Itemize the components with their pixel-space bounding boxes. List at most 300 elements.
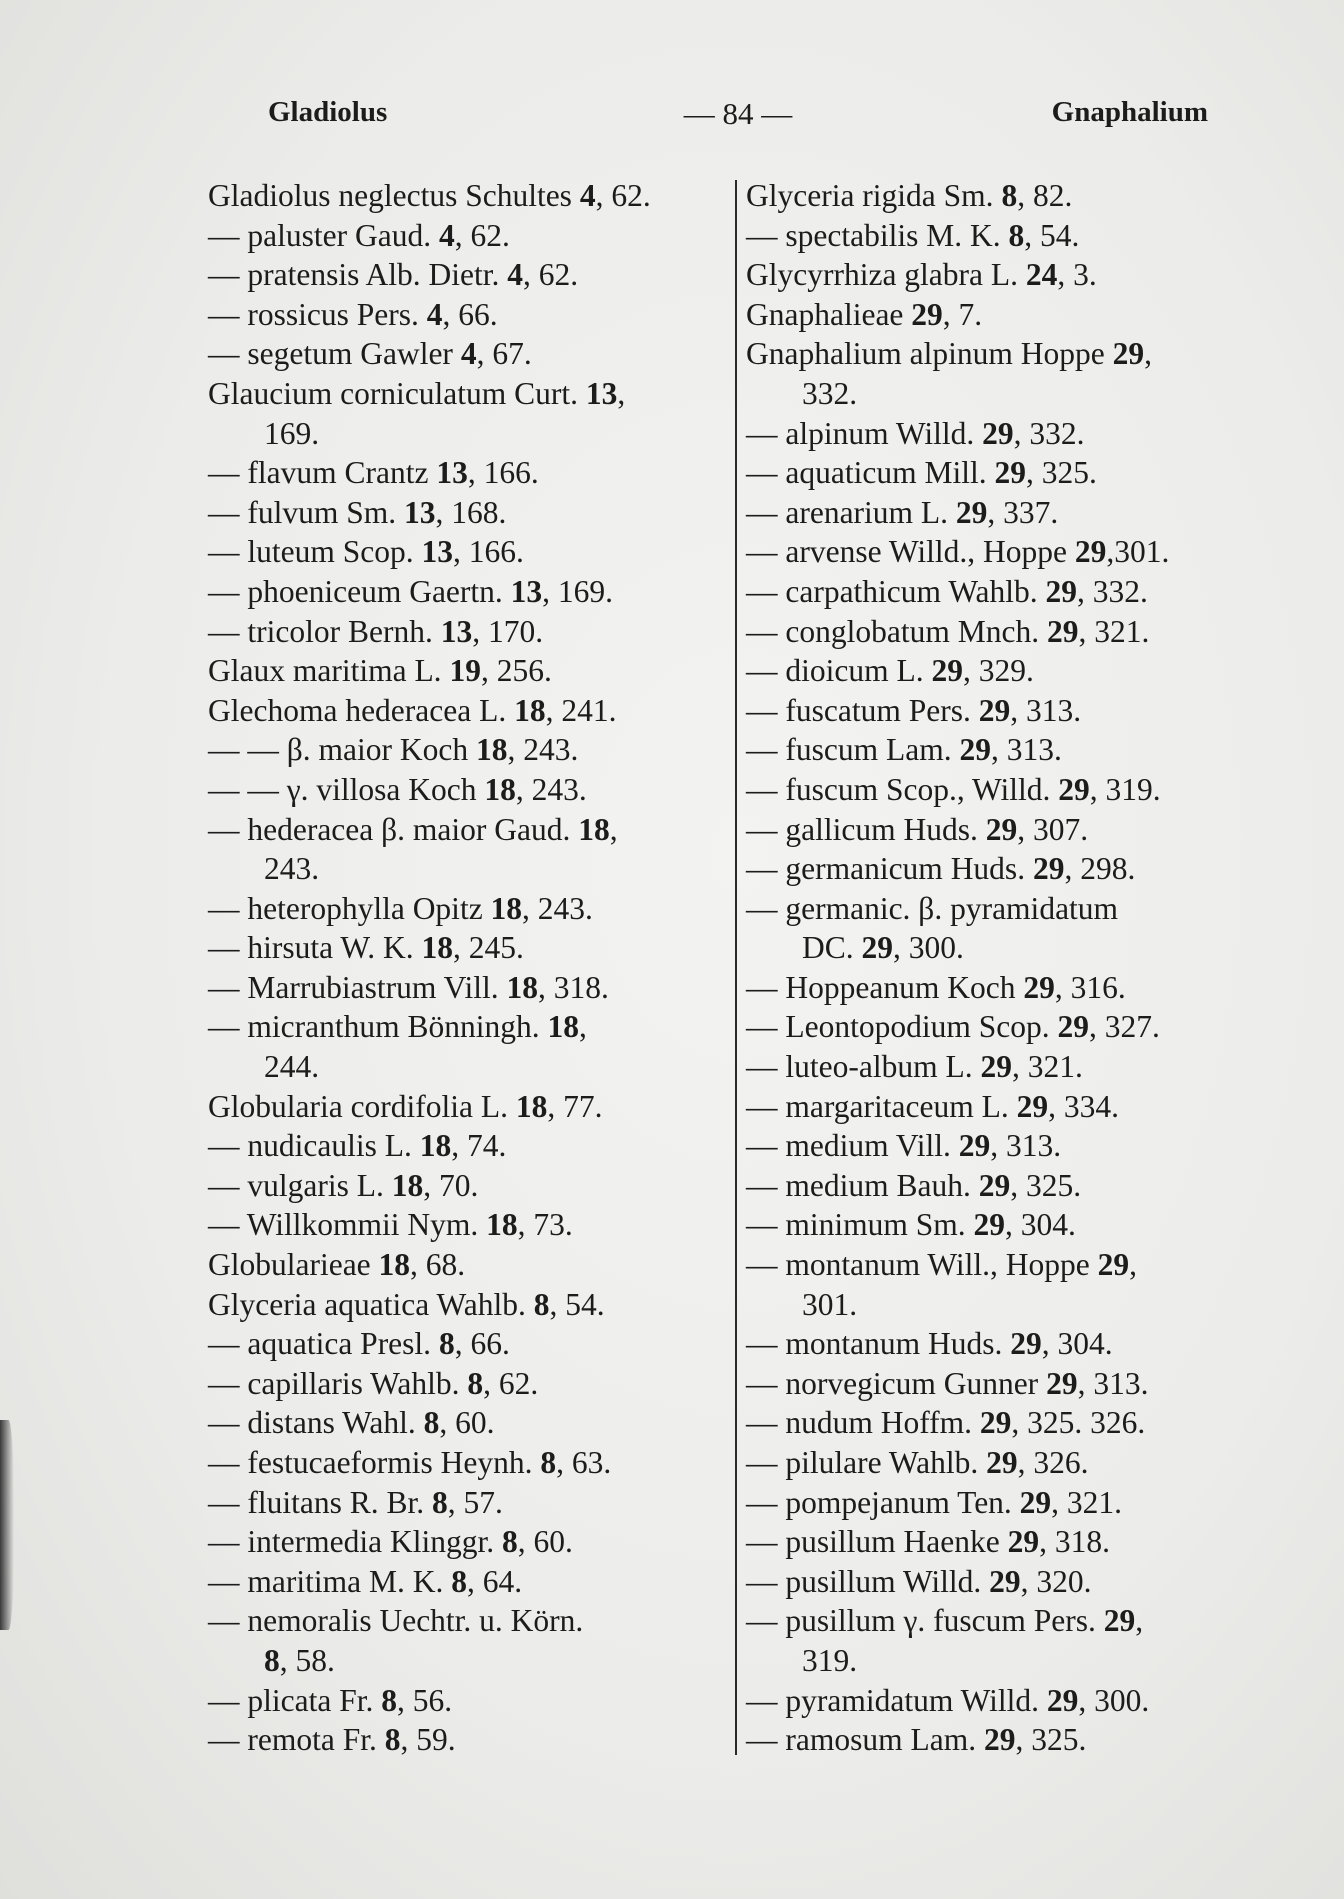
entry-page-ref: , 73.	[517, 1207, 573, 1243]
entry-page-ref: , 304.	[1005, 1207, 1076, 1243]
entry-text: Globularia cordifolia L.	[208, 1088, 516, 1124]
entry-page-ref: , 57.	[447, 1484, 503, 1520]
index-entry	[208, 572, 728, 612]
entry-volume-number: 29	[973, 1207, 1006, 1243]
entry-text: — nudicaulis L.	[208, 1128, 420, 1164]
entry-volume-number: 8	[1001, 178, 1018, 213]
entry-page-ref: , 245.	[453, 930, 524, 966]
index-entry	[208, 651, 728, 691]
index-column-left	[208, 176, 728, 1760]
index-entry	[746, 1562, 1266, 1602]
index-entry	[746, 532, 1266, 572]
entry-text: — Marrubiastrum Vill.	[208, 969, 507, 1005]
entry-volume-number: 8	[384, 1722, 401, 1758]
entry-page-ref: , 316.	[1054, 969, 1126, 1005]
entry-text: — pompejanum Ten.	[746, 1484, 1020, 1520]
entry-volume-number: 29	[955, 494, 988, 530]
index-entry	[746, 1364, 1266, 1404]
entry-page-ref: , 243.	[522, 890, 593, 926]
entry-volume-number: 29	[1023, 969, 1055, 1005]
entry-text: — minimum Sm.	[746, 1207, 974, 1243]
entry-volume-number: 29	[1016, 1088, 1049, 1124]
index-entry	[208, 1285, 728, 1325]
entry-text: — nemoralis Uechtr. u. Körn.	[208, 1603, 584, 1639]
index-entry	[208, 1126, 728, 1166]
entry-text: — luteum Scop.	[208, 534, 422, 570]
entry-volume-number: 29	[979, 1405, 1012, 1441]
index-entry	[208, 453, 728, 493]
index-entry	[208, 928, 728, 968]
entry-text: 319.	[802, 1642, 858, 1678]
entry-page-ref: , 60.	[439, 1405, 495, 1441]
entry-volume-number: 29	[1007, 1524, 1040, 1560]
entry-volume-number: 13	[510, 573, 543, 609]
index-entry	[746, 1126, 1266, 1166]
entry-text: Gnaphalieae	[746, 296, 912, 332]
entry-page-ref: , 256.	[480, 653, 552, 689]
entry-volume-number: 29	[1112, 336, 1145, 372]
entry-volume-number: 8	[533, 1286, 550, 1322]
index-entry	[208, 374, 728, 414]
entry-text: — intermedia Klinggr.	[208, 1524, 502, 1560]
entry-volume-number: 29	[1057, 1009, 1089, 1045]
index-entry	[746, 1166, 1266, 1206]
entry-text: — pyramidatum Willd.	[746, 1682, 1047, 1718]
index-entry	[746, 1601, 1266, 1641]
entry-page-ref: , 63.	[556, 1445, 612, 1480]
index-entry	[208, 414, 728, 454]
entry-volume-number: 13	[585, 375, 618, 411]
entry-text: Glaucium corniculatum Curt.	[208, 375, 586, 411]
entry-text: — gallicum Huds.	[746, 811, 986, 847]
index-entry	[208, 1601, 728, 1641]
entry-volume-number: 29	[989, 1563, 1021, 1599]
entry-text: — norvegicum Gunner	[746, 1365, 1047, 1401]
entry-page-ref: , 58.	[279, 1642, 335, 1678]
entry-page-ref: , 320.	[1020, 1563, 1092, 1599]
index-entry	[746, 849, 1266, 889]
entry-volume-number: 29	[861, 930, 894, 966]
entry-text: — aquaticum Mill.	[746, 455, 995, 491]
index-entry	[208, 1720, 728, 1760]
index-entry	[746, 730, 1266, 770]
entry-volume-number: 18	[475, 732, 508, 768]
entry-page-ref: , 298.	[1064, 851, 1136, 887]
entry-text: Gladiolus neglectus Schultes	[208, 178, 580, 213]
index-entry	[746, 1641, 1266, 1681]
entry-text: — paluster Gaud.	[208, 217, 439, 253]
header-right-keyword: Gnaphalium	[1051, 96, 1208, 128]
entry-page-ref: , 319.	[1089, 771, 1161, 807]
index-entry	[208, 1047, 728, 1087]
entry-volume-number: 29	[994, 455, 1026, 491]
entry-page-ref: , 313.	[1077, 1365, 1149, 1401]
entry-text: — aquatica Presl.	[208, 1326, 439, 1362]
entry-page-ref: , 325.	[1010, 1167, 1082, 1203]
entry-text: — ramosum Lam.	[746, 1722, 984, 1758]
entry-page-ref: , 304.	[1041, 1326, 1113, 1362]
entry-volume-number: 13	[440, 613, 473, 649]
entry-volume-number: 29	[958, 1128, 991, 1164]
running-header	[268, 96, 1208, 140]
entry-page-ref: , 329.	[962, 653, 1034, 689]
entry-page-ref: , 62.	[454, 217, 510, 253]
entry-page-ref: , 62.	[483, 1365, 539, 1401]
entry-text: — carpathicum Wahlb.	[746, 573, 1046, 609]
index-entry	[208, 968, 728, 1008]
entry-volume-number: 29	[978, 692, 1011, 728]
entry-page-ref: , 326.	[1017, 1445, 1089, 1480]
index-entry	[208, 216, 728, 256]
entry-page-ref: ,	[578, 1009, 587, 1045]
entry-volume-number: 18	[578, 811, 610, 847]
entry-volume-number: 29	[1046, 1682, 1079, 1718]
entry-text: Glycyrrhiza glabra L.	[746, 257, 1026, 293]
entry-volume-number: 29	[980, 1049, 1012, 1085]
entry-volume-number: 29	[959, 732, 991, 768]
entry-volume-number: 13	[404, 494, 436, 530]
entry-page-ref: , 325.	[1025, 455, 1097, 491]
entry-volume-number: 18	[547, 1009, 579, 1045]
entry-text: 244.	[264, 1049, 320, 1085]
entry-text: — Hoppeanum Koch	[746, 969, 1024, 1005]
entry-page-ref: , 313.	[990, 1128, 1062, 1164]
entry-text: — conglobatum Mnch.	[746, 613, 1047, 649]
entry-page-ref: , 169.	[542, 573, 614, 609]
entry-page-ref: , 241.	[545, 692, 617, 728]
index-entry	[208, 691, 728, 731]
index-entry	[208, 1166, 728, 1206]
index-entry	[208, 889, 728, 929]
entry-text: — fuscum Lam.	[746, 732, 960, 768]
entry-volume-number: 29	[982, 415, 1014, 451]
entry-volume-number: 29	[978, 1167, 1011, 1203]
entry-volume-number: 29	[911, 296, 943, 332]
entry-volume-number: 29	[1032, 851, 1065, 887]
entry-text: Glyceria rigida Sm.	[746, 178, 1002, 213]
entry-page-ref: , 170.	[472, 613, 544, 649]
index-entry	[208, 1403, 728, 1443]
entry-page-ref: , 59.	[400, 1722, 456, 1758]
entry-text: — medium Bauh.	[746, 1167, 979, 1203]
entry-page-ref: , 3.	[1057, 257, 1097, 293]
entry-volume-number: 18	[506, 969, 538, 1005]
entry-volume-number: 18	[514, 692, 546, 728]
entry-page-ref: ,301.	[1106, 534, 1170, 570]
entry-page-ref: , 56.	[396, 1682, 453, 1718]
entry-text: — phoeniceum Gaertn.	[208, 573, 511, 609]
entry-volume-number: 18	[419, 1128, 452, 1164]
entry-volume-number: 8	[501, 1524, 518, 1560]
entry-text: — distans Wahl.	[208, 1405, 424, 1441]
entry-volume-number: 18	[486, 1207, 518, 1243]
index-entry	[208, 1205, 728, 1245]
index-entry	[208, 770, 728, 810]
entry-text: — segetum Gawler	[208, 336, 461, 372]
index-entry	[746, 453, 1266, 493]
index-entry	[208, 1443, 728, 1483]
index-entry	[746, 770, 1266, 810]
entry-volume-number: 18	[421, 930, 454, 966]
entry-text: — Willkommii Nym.	[208, 1207, 487, 1243]
entry-page-ref: , 66.	[442, 296, 498, 332]
entry-page-ref: , 321.	[1078, 613, 1150, 649]
entry-text: — pratensis Alb. Dietr.	[208, 257, 508, 293]
index-entry	[746, 572, 1266, 612]
index-entry	[208, 730, 728, 770]
entry-page-ref: , 54.	[1024, 217, 1080, 253]
entry-page-ref: , 82.	[1017, 178, 1073, 213]
entry-text: Gnaphalium alpinum Hoppe	[746, 336, 1113, 372]
entry-text: — plicata Fr.	[208, 1682, 382, 1718]
entry-text: — — γ. villosa Koch	[208, 771, 485, 807]
entry-text: DC.	[802, 930, 862, 966]
entry-volume-number: 13	[436, 455, 468, 491]
header-left-keyword: Gladiolus	[268, 96, 388, 128]
index-entry	[746, 1681, 1266, 1721]
entry-text: — pilulare Wahlb.	[746, 1445, 987, 1480]
entry-volume-number: 13	[421, 534, 453, 570]
index-entry	[746, 1205, 1266, 1245]
entry-volume-number: 18	[490, 890, 523, 926]
entry-page-ref: , 68.	[410, 1247, 466, 1283]
entry-volume-number: 18	[515, 1088, 548, 1124]
index-entry	[208, 532, 728, 572]
index-entry	[208, 334, 728, 374]
entry-page-ref: , 313.	[990, 732, 1062, 768]
entry-text: — festucaeformis Heynh.	[208, 1445, 541, 1480]
entry-page-ref: , 54.	[549, 1286, 605, 1322]
entry-page-ref: ,	[609, 811, 618, 847]
index-entry	[746, 612, 1266, 652]
entry-volume-number: 29	[983, 1722, 1016, 1758]
entry-page-ref: , 62.	[522, 257, 579, 293]
index-entry	[746, 334, 1266, 374]
entry-page-ref: , 243.	[515, 771, 587, 807]
entry-volume-number: 4	[460, 336, 477, 372]
entry-page-ref: , 332.	[1013, 415, 1085, 451]
index-entry	[746, 651, 1266, 691]
index-entry	[208, 1087, 728, 1127]
entry-text: — germanicum Huds.	[746, 851, 1033, 887]
index-entry	[746, 810, 1266, 850]
entry-volume-number: 8	[264, 1642, 280, 1678]
entry-text: Glyceria aquatica Wahlb.	[208, 1286, 534, 1322]
index-entry	[746, 414, 1266, 454]
entry-page-ref: , 327.	[1088, 1009, 1160, 1045]
entry-text: — alpinum Willd.	[746, 415, 983, 451]
index-entry	[208, 255, 728, 295]
entry-text: — montanum Huds.	[746, 1326, 1011, 1362]
index-entry	[746, 493, 1266, 533]
entry-volume-number: 8	[381, 1682, 397, 1718]
entry-page-ref: , 67.	[476, 336, 532, 372]
index-entry	[746, 1324, 1266, 1364]
page-edge-shadow	[0, 1420, 14, 1630]
index-entry	[208, 1681, 728, 1721]
entry-page-ref: , 334.	[1048, 1088, 1119, 1124]
index-entry	[746, 691, 1266, 731]
entry-text: — fulvum Sm.	[208, 494, 405, 530]
entry-page-ref: , 166.	[467, 455, 539, 491]
page-number: — 84 —	[683, 96, 793, 131]
entry-text: 332.	[802, 375, 858, 411]
index-entry	[746, 1087, 1266, 1127]
entry-text: — flavum Crantz	[208, 455, 437, 491]
entry-text: Globularieae	[208, 1247, 379, 1283]
entry-volume-number: 29	[931, 653, 963, 689]
entry-page-ref: , 70.	[423, 1167, 479, 1203]
index-entry	[746, 1245, 1266, 1285]
entry-page-ref: , 62.	[595, 178, 651, 213]
entry-text: 169.	[264, 415, 320, 451]
entry-volume-number: 8	[540, 1445, 557, 1480]
entry-page-ref: , 77.	[547, 1088, 603, 1124]
entry-page-ref: , 168.	[435, 494, 507, 530]
index-column-right	[746, 176, 1266, 1760]
entry-volume-number: 8	[467, 1365, 484, 1401]
entry-volume-number: 29	[1058, 771, 1090, 807]
entry-volume-number: 4	[426, 296, 443, 332]
index-entry	[746, 928, 1266, 968]
entry-text: — margaritaceum L.	[746, 1088, 1017, 1124]
entry-page-ref: , 318.	[1039, 1524, 1110, 1560]
entry-volume-number: 8	[1008, 217, 1025, 253]
entry-page-ref: , 337.	[987, 494, 1059, 530]
entry-text: — micranthum Bönningh.	[208, 1009, 548, 1045]
entry-volume-number: 18	[391, 1167, 424, 1203]
index-entry	[208, 1562, 728, 1602]
index-entry	[208, 493, 728, 533]
entry-volume-number: 29	[1074, 534, 1107, 570]
entry-text: — hederacea β. maior Gaud.	[208, 811, 579, 847]
entry-page-ref: , 321.	[1011, 1049, 1083, 1085]
entry-page-ref: , 332.	[1077, 573, 1148, 609]
entry-text: — heterophylla Opitz	[208, 890, 491, 926]
index-entry	[746, 1007, 1266, 1047]
entry-text: — fuscum Scop., Willd.	[746, 771, 1059, 807]
entry-volume-number: 8	[438, 1326, 455, 1362]
entry-page-ref: , 60.	[517, 1524, 573, 1560]
entry-volume-number: 29	[1045, 573, 1078, 609]
entry-volume-number: 4	[507, 257, 523, 293]
entry-text: — capillaris Wahlb.	[208, 1365, 468, 1401]
entry-text: — luteo-album L.	[746, 1049, 981, 1085]
index-entry	[208, 295, 728, 335]
entry-page-ref: ,	[1129, 1247, 1137, 1283]
entry-text: Glechoma hederacea L.	[208, 692, 515, 728]
entry-page-ref: , 243.	[507, 732, 579, 768]
entry-text: — pusillum Haenke	[746, 1524, 1008, 1560]
entry-text: — spectabilis M. K.	[746, 217, 1009, 253]
entry-text: — remota Fr.	[208, 1722, 385, 1758]
index-entry	[208, 1364, 728, 1404]
entry-volume-number: 29	[1010, 1326, 1042, 1362]
entry-volume-number: 29	[1097, 1247, 1130, 1283]
index-entry	[746, 374, 1266, 414]
index-entry	[746, 1522, 1266, 1562]
entry-text: — germanic. β. pyramidatum	[746, 890, 1119, 926]
index-entry	[746, 255, 1266, 295]
entry-page-ref: ,	[1135, 1603, 1144, 1639]
entry-page-ref: , 321.	[1051, 1484, 1123, 1520]
index-entry	[208, 612, 728, 652]
entry-text: — nudum Hoffm.	[746, 1405, 980, 1441]
entry-text: — tricolor Bernh.	[208, 613, 441, 649]
entry-volume-number: 18	[378, 1247, 411, 1283]
entry-text: — hirsuta W. K.	[208, 930, 422, 966]
entry-page-ref: , 7.	[942, 296, 983, 332]
index-entry	[746, 1720, 1266, 1760]
index-entry	[746, 1403, 1266, 1443]
index-entry	[208, 1245, 728, 1285]
index-entry	[746, 889, 1266, 929]
entry-text: Glaux maritima L.	[208, 653, 450, 689]
entry-text: — montanum Will., Hoppe	[746, 1247, 1098, 1283]
entry-page-ref: , 66.	[454, 1326, 510, 1362]
entry-text: 301.	[802, 1286, 858, 1322]
entry-volume-number: 4	[579, 178, 596, 213]
index-entry	[208, 1007, 728, 1047]
entry-text: — fuscatum Pers.	[746, 692, 979, 728]
entry-text: — arenarium L.	[746, 494, 956, 530]
entry-volume-number: 24	[1025, 257, 1058, 293]
entry-text: 243.	[264, 851, 320, 887]
index-entry	[208, 1641, 728, 1681]
index-entry	[746, 176, 1266, 216]
entry-text: — fluitans R. Br.	[208, 1484, 433, 1520]
index-entry	[746, 968, 1266, 1008]
entry-volume-number: 18	[484, 771, 516, 807]
index-entry	[208, 849, 728, 889]
entry-text: — pusillum γ. fuscum Pers.	[746, 1603, 1104, 1639]
entry-volume-number: 8	[451, 1563, 467, 1599]
entry-page-ref: , 300.	[1078, 1682, 1150, 1718]
entry-volume-number: 29	[1046, 613, 1079, 649]
index-entry	[746, 1047, 1266, 1087]
index-entry	[208, 1483, 728, 1523]
index-entry	[208, 176, 728, 216]
index-entry	[746, 1443, 1266, 1483]
entry-page-ref: , 318.	[538, 969, 609, 1005]
index-entry	[746, 1483, 1266, 1523]
column-divider	[735, 180, 737, 1755]
entry-volume-number: 29	[986, 1445, 1018, 1480]
entry-page-ref: ,	[617, 375, 626, 411]
index-entry	[746, 295, 1266, 335]
entry-text: — Leontopodium Scop.	[746, 1009, 1058, 1045]
entry-text: — arvense Willd., Hoppe	[746, 534, 1075, 570]
index-entry	[208, 810, 728, 850]
entry-page-ref: , 74.	[451, 1128, 507, 1164]
entry-text: — vulgaris L.	[208, 1167, 392, 1203]
entry-text: — pusillum Willd.	[746, 1563, 990, 1599]
entry-page-ref: ,	[1144, 336, 1152, 372]
entry-page-ref: , 325. 326.	[1011, 1405, 1146, 1441]
entry-text: — rossicus Pers.	[208, 296, 427, 332]
entry-text: — maritima M. K.	[208, 1563, 452, 1599]
entry-page-ref: , 166.	[453, 534, 524, 570]
entry-text: — dioicum L.	[746, 653, 932, 689]
entry-volume-number: 29	[1019, 1484, 1052, 1520]
entry-text: — medium Vill.	[746, 1128, 959, 1164]
entry-page-ref: , 307.	[1017, 811, 1089, 847]
entry-volume-number: 19	[449, 653, 481, 689]
index-entry	[208, 1324, 728, 1364]
entry-volume-number: 29	[1103, 1603, 1136, 1639]
index-entry	[746, 1285, 1266, 1325]
entry-page-ref: , 313.	[1010, 692, 1082, 728]
